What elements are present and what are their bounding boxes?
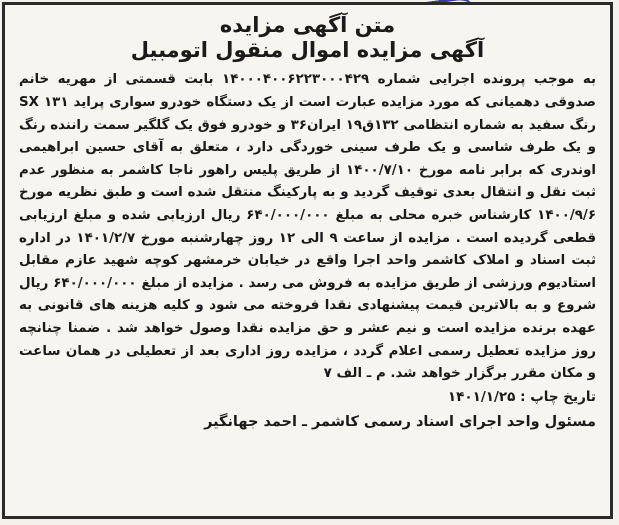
notice-subtitle: آگهی مزایده اموال منقول اتومبیل <box>130 38 485 63</box>
notice-body: به موجب پرونده اجرایی شماره ۱۴۰۰۰۴۰۰۶۲۲۳۰۰۰۴۲۹ بابت قسمتی از مهریه خانم صدوقی دهمیانی که مورد مزایده عبارت است از یک دستگاه خودرو سواری پراید ۱۳۱ SX رنگ سفید به شماره انتظامی ۱۳۲ق۱۹ ایران۳۶ و خودرو فوق یک گلگیر سمت راننده رنگ و یک طرف شاسی و یک طرف سینی خوردگی دارد ، متعلق به آقای حسین ابراهیمی اوندری که برابر نامه مورخ ۱۴۰۰/۷/۱۰ از طریق پلیس راهور ناجا کاشمر به منظور عدم ثبت نقل و انتقال بعدی توقیف گردید و به پارکینگ منتقل شده است و طبق نظریه مورخ ۱۴۰۰/۹/۶ کارشناس خبره محلی به مبلغ ۶۴۰/۰۰۰/۰۰۰ ریال ارزیابی شده و مبلغ ارزیابی قطعی گردیده است . مزایده از ساعت ۹ الی ۱۲ روز چهارشنبه مورخ ۱۴۰۱/۲/۷ در اداره ثبت اسناد و املاک کاشمر واحد اجرا واقع در خیابان خرمشهر کوچه شهید عازم مقابل استادیوم ورزشی از طریق مزایده به فروش می رسد . مزایده از مبلغ ۶۴۰/۰۰۰/۰۰۰ ریال شروع و به بالاترین قیمت پیشنهادی نقدا فروخته می شود و کلیه هزینه های قانونی به عهده برنده مزایده است و نیم عشر و حق مزایده نقدا وصول خواهد شد . ضمنا چنانچه روز مزایده تعطیل رسمی اعلام گردد ، مزایده روز اداری بعد از تعطیلی در همان ساعت و مکان مقرر برگزار خواهد شد. م ـ الف ۷ <box>19 72 596 382</box>
notice-title: متن آگهی مزایده <box>219 13 396 37</box>
print-date: تاریخ چاپ : ۱۴۰۱/۱/۲۵ <box>447 388 596 405</box>
signature-line: مسئول واحد اجرای اسناد رسمی کاشمر ـ احمد جهانگیر <box>204 413 596 430</box>
notice-clipping <box>2 2 613 519</box>
